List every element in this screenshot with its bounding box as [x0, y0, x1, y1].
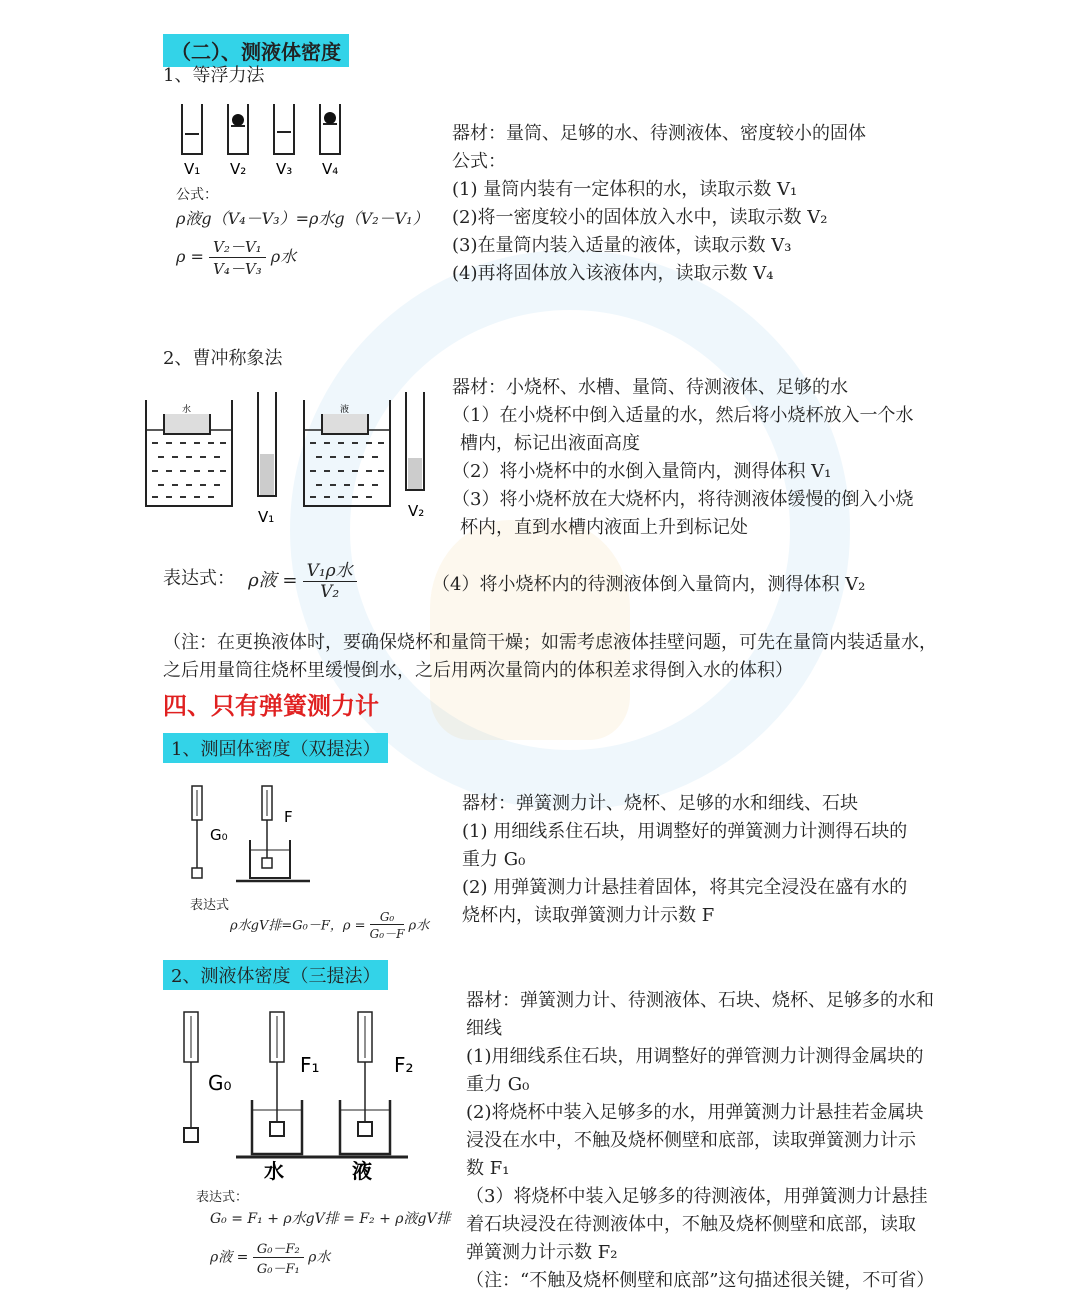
- solid-line: 器材：弹簧测力计、烧杯、足够的水和细线、石块: [462, 793, 858, 814]
- solid-expression: [230, 910, 429, 942]
- method1-formula-label: 公式：: [176, 187, 218, 203]
- fig-label-v1: V₁: [184, 160, 201, 178]
- method1-line: (1) 量筒内装有一定体积的水，读取示数 V₁: [452, 179, 798, 200]
- cao-chong-figure: [140, 386, 440, 530]
- method1-formula2: [176, 236, 296, 279]
- liquid-text-block: [466, 987, 934, 1295]
- method1-text-block: [452, 120, 866, 288]
- stone-1: [192, 868, 202, 878]
- liquid-expression1: G₀ = F₁ + ρ水gV排 = F₂ + ρ液gV排: [210, 1211, 451, 1227]
- method2-step4: （4）将小烧杯内的待测液体倒入量筒内，测得体积 V₂: [432, 574, 866, 595]
- liquid-line: 浸没在水中，不触及烧杯侧壁和底部，读取弹簧测力计示: [466, 1130, 916, 1151]
- method2-expression: [163, 556, 357, 602]
- solid-expression-denominator: G₀－F: [369, 927, 405, 941]
- stone-f1: [270, 1122, 284, 1136]
- solid-line: 重力 G₀: [462, 849, 526, 870]
- expression-lhs: ρ液 =: [248, 570, 298, 591]
- formula2-lhs: ρ =: [176, 247, 204, 266]
- fig-label-v4: V₄: [322, 160, 339, 178]
- solid-expression-rhs: ρ水: [408, 918, 430, 934]
- liquid-expression2-numerator: G₀－F₂: [253, 1238, 304, 1258]
- liquid-line: 着石块浸没在待测液体中，不触及烧杯侧壁和底部，读取: [466, 1214, 916, 1235]
- method1-formula1: ρ液g（V₄－V₃）=ρ水g（V₂－V₁）: [176, 209, 429, 228]
- method2-line: （1）在小烧杯中倒入适量的水，然后将小烧杯放入一个水: [452, 405, 914, 426]
- fig-label-v3: V₃: [276, 160, 293, 178]
- liquid-line: (2)将烧杯中装入足够多的水，用弹簧测力计悬挂若金属块: [466, 1102, 924, 1123]
- method1-line: 器材：量筒、足够的水、待测液体、密度较小的固体: [452, 123, 866, 144]
- beaker-mark-liquid: 液: [340, 405, 350, 415]
- subsection-heading-liquid-density: 2、测液体密度（三提法）: [163, 960, 388, 990]
- fig-label-v1: V₁: [258, 508, 275, 526]
- triple-lift-figure: [176, 1006, 426, 1186]
- section-title-spring-scale: 四、只有弹簧测力计: [163, 692, 379, 720]
- method1-line: (4)再将固体放入该液体内，读取示数 V₄: [452, 263, 774, 284]
- method2-note-line1: （注：在更换液体时，要确保烧杯和量筒干燥；如需考虑液体挂壁问题，可先在量筒内装适量水，: [163, 632, 937, 653]
- method2-line: 槽内，标记出液面高度: [460, 433, 640, 454]
- method2-line: 杯内，直到水槽内液面上升到标记处: [460, 517, 748, 538]
- cylinder-4: [320, 104, 340, 154]
- cylinder-1: [182, 104, 202, 154]
- solid-text-block: [462, 790, 907, 930]
- method2-line: （3）将小烧杯放在大烧杯内，将待测液体缓慢的倒入小烧: [452, 489, 914, 510]
- fig-label-g0: G₀: [210, 826, 228, 844]
- liquid-expression2-lhs: ρ液 =: [210, 1249, 249, 1266]
- beaker-label-liquid: 液: [352, 1159, 372, 1183]
- formula2-denominator: V₄－V₃: [213, 260, 262, 278]
- method1-line: (2)将一密度较小的固体放入水中，读取示数 V₂: [452, 207, 828, 228]
- formula2-rhs: ρ水: [270, 247, 297, 266]
- fig-label-f: F: [284, 808, 293, 826]
- floating-solid-1: [232, 114, 244, 126]
- stone-2: [262, 858, 272, 868]
- liquid-expression-label: 表达式：: [196, 1190, 249, 1205]
- fig-label-g0: G₀: [208, 1071, 232, 1095]
- liquid-line: 弹簧测力计示数 F₂: [466, 1242, 618, 1263]
- small-beaker-1: [164, 414, 210, 434]
- double-lift-figure: [180, 782, 320, 892]
- fig-label-v2: V₂: [408, 502, 425, 520]
- liquid-line: 数 F₁: [466, 1158, 510, 1179]
- subsection-heading-solid-density: 1、测固体密度（双提法）: [163, 733, 388, 763]
- solid-expression-numerator: G₀: [370, 910, 405, 925]
- solid-line: (1) 用细线系住石块，用调整好的弹簧测力计测得石块的: [462, 821, 908, 842]
- liquid-line: 器材：弹簧测力计、待测液体、石块、烧杯、足够多的水和: [466, 990, 934, 1011]
- liquid-line: （3）将烧杯中装入足够多的待测液体，用弹簧测力计悬挂: [466, 1186, 928, 1207]
- fig-label-f1: F₁: [300, 1053, 320, 1077]
- fig-label-f2: F₂: [394, 1053, 414, 1077]
- method1-line: (3)在量筒内装入适量的液体，读取示数 V₃: [452, 235, 792, 256]
- section-heading-liquid-density: （二）、测液体密度: [163, 34, 349, 67]
- liquid-note: （注：“不触及烧杯侧壁和底部”这句描述很关键，不可省）: [466, 1270, 935, 1291]
- floating-solid-2: [324, 112, 336, 124]
- liquid-expression2: [210, 1238, 330, 1277]
- beaker-label-water: 水: [264, 1159, 284, 1183]
- solid-expression-lhs: ρ水gV排=G₀－F，ρ =: [230, 918, 366, 934]
- solid-line: 烧杯内，读取弹簧测力计示数 F: [462, 905, 715, 926]
- formula2-numerator: V₂－V₁: [209, 236, 266, 258]
- liquid-expression2-denominator: G₀－F₁: [256, 1262, 300, 1277]
- liquid-line: 细线: [466, 1018, 502, 1039]
- method2-line: （2）将小烧杯中的水倒入量筒内，测得体积 V₁: [452, 461, 832, 482]
- stone-g0: [184, 1128, 198, 1142]
- method2-note-line2: 之后用量筒往烧杯里缓慢倒水，之后用两次量筒内的体积差求得倒入水的体积）: [163, 660, 793, 681]
- cylinder-3: [274, 104, 294, 154]
- small-beaker-2: [322, 414, 368, 434]
- liquid-expression2-rhs: ρ水: [308, 1249, 331, 1266]
- liquid-line: 重力 G₀: [466, 1074, 530, 1095]
- method2-text-block: [452, 374, 913, 542]
- liquid-line: (1)用细线系住石块，用调整好的弹管测力计测得金属块的: [466, 1046, 924, 1067]
- method1-title: 1、等浮力法: [163, 65, 265, 86]
- solid-line: (2) 用弹簧测力计悬挂着固体，将其完全浸没在盛有水的: [462, 877, 908, 898]
- solid-expression-label: 表达式: [190, 898, 230, 913]
- method2-line: 器材：小烧杯、水槽、量筒、待测液体、足够的水: [452, 377, 848, 398]
- beaker-mark-water: 水: [182, 405, 192, 415]
- fig-label-v2: V₂: [230, 160, 247, 178]
- expression-denominator: V₂: [320, 582, 340, 602]
- expression-numerator: V₁ρ水: [303, 556, 357, 582]
- expression-label: 表达式：: [163, 568, 235, 589]
- stone-f2: [358, 1122, 372, 1136]
- cylinders-figure: [170, 96, 370, 182]
- method2-title: 2、曹冲称象法: [163, 348, 283, 369]
- method1-line: 公式：: [452, 151, 506, 172]
- cylinder-2: [228, 104, 248, 154]
